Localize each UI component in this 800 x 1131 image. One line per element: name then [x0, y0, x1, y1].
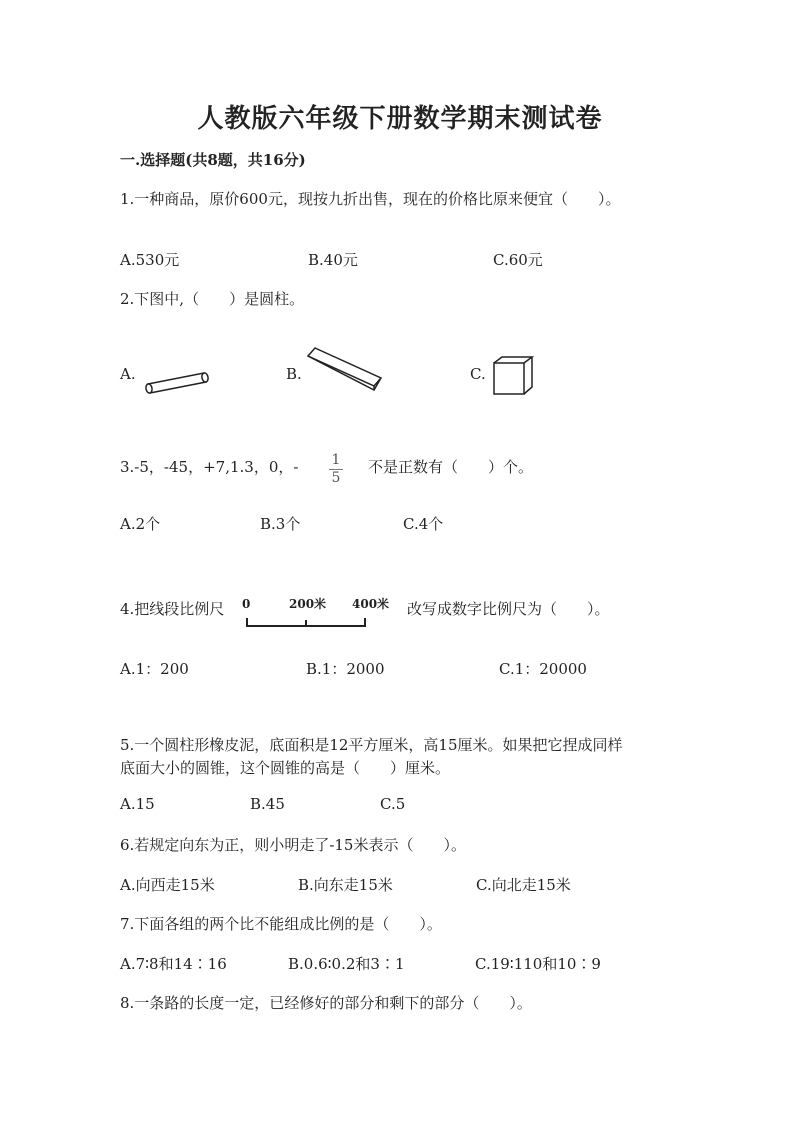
q1-option-b: B.40元 — [308, 251, 358, 269]
page-title: 人教版六年级下册数学期末测试卷 — [197, 104, 603, 134]
q2-option-b: B. — [286, 365, 302, 383]
line-scale-figure — [238, 594, 390, 630]
question-8: 8.一条路的长度一定，已经修好的部分和剩下的部分（ ）。 — [120, 994, 532, 1012]
q6-option-c: C.向北走15米 — [476, 876, 571, 894]
question-7: 7.下面各组的两个比不能组成比例的是（ ）。 — [120, 915, 442, 933]
q7-option-c: C.19∶110和10∶9 — [475, 955, 601, 973]
scale-label-200: 200米 — [289, 597, 327, 611]
question-2: 2.下图中,（ ）是圆柱。 — [120, 290, 305, 308]
q5-option-a: A.15 — [120, 795, 155, 813]
q7-option-a: A.7∶8和14∶16 — [120, 955, 227, 973]
fraction-denominator: 5 — [331, 470, 341, 486]
q7-option-b: B.0.6∶0.2和3∶1 — [288, 955, 405, 973]
q4-option-b: B.1：2000 — [306, 660, 385, 678]
section-heading: 一.选择题(共8题，共16分) — [120, 151, 306, 169]
q2-option-c: C. — [470, 365, 486, 383]
q4-option-c: C.1：20000 — [499, 660, 587, 678]
question-4-start: 4.把线段比例尺 — [120, 600, 225, 618]
q6-option-a: A.向西走15米 — [120, 876, 215, 894]
fraction-numerator: 1 — [329, 452, 343, 470]
question-5-line-2: 底面大小的圆锥，这个圆锥的高是（ ）厘米。 — [120, 759, 451, 777]
question-4-end: 改写成数字比例尺为（ ）。 — [407, 600, 610, 618]
q3-option-b: B.3个 — [260, 515, 301, 533]
q1-option-c: C.60元 — [493, 251, 543, 269]
scale-label-0: 0 — [242, 597, 251, 611]
q6-option-b: B.向东走15米 — [298, 876, 393, 894]
triangular-prism-figure — [303, 346, 385, 396]
q3-option-c: C.4个 — [403, 515, 444, 533]
cylinder-figure — [142, 370, 212, 398]
q1-option-a: A.530元 — [120, 251, 180, 269]
q5-option-c: C.5 — [380, 795, 406, 813]
q3-option-a: A.2个 — [120, 515, 161, 533]
question-6: 6.若规定向东为正，则小明走了-15米表示（ ）。 — [120, 836, 466, 854]
fraction-one-fifth — [329, 452, 343, 486]
question-3-end: 不是正数有（ ）个。 — [368, 458, 534, 476]
scale-label-400: 400米 — [352, 597, 390, 611]
cube-figure — [492, 355, 534, 397]
question-5-line-1: 5.一个圆柱形橡皮泥，底面积是12平方厘米，高15厘米。如果把它捏成同样 — [120, 736, 623, 754]
question-3-start: 3.-5，-45，+7,1.3，0，- — [120, 458, 299, 476]
q2-option-a: A. — [120, 365, 136, 383]
q5-option-b: B.45 — [250, 795, 285, 813]
question-1: 1.一种商品，原价600元，现按九折出售，现在的价格比原来便宜（ ）。 — [120, 190, 621, 208]
q4-option-a: A.1：200 — [120, 660, 189, 678]
